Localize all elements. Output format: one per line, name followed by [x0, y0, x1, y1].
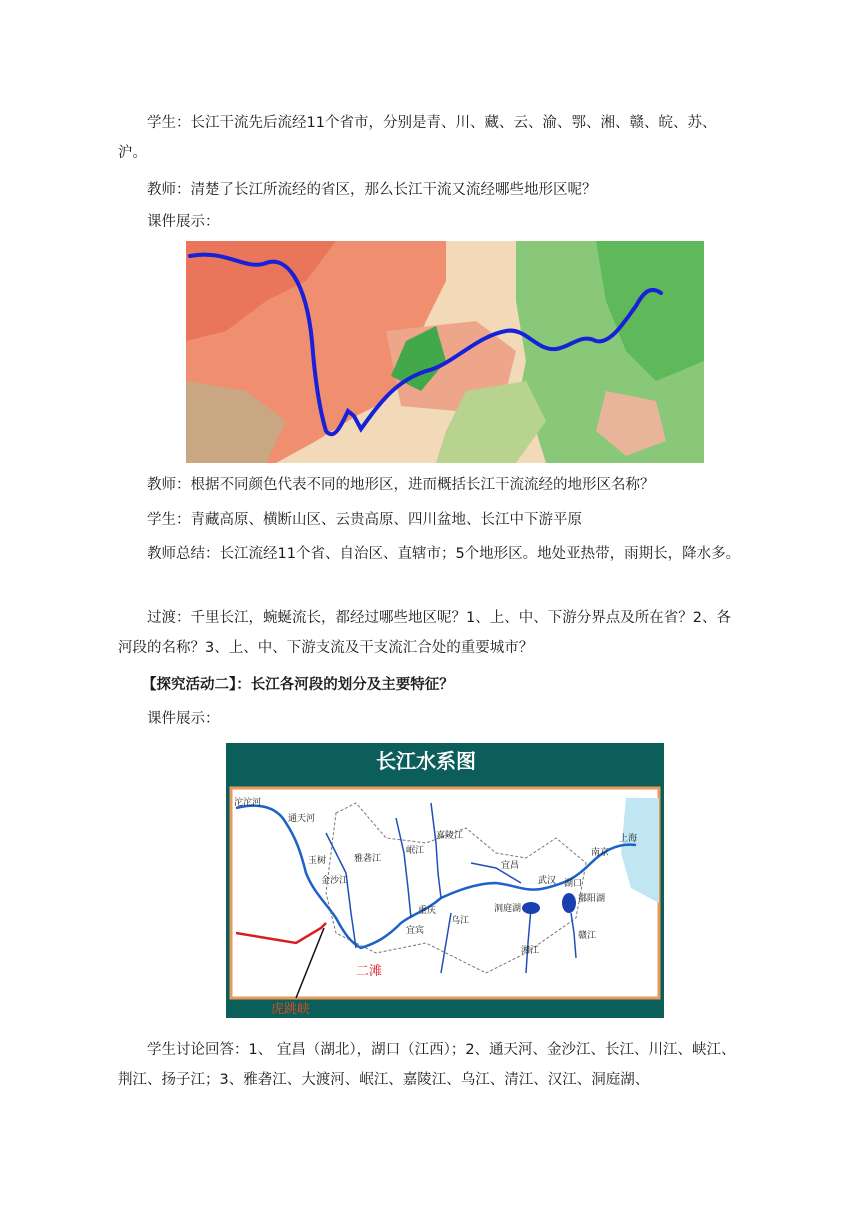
svg-text:宜宾: 宜宾 [406, 926, 425, 936]
svg-text:岷江: 岷江 [406, 846, 425, 856]
paragraph-7: 过渡：千里长江，蜿蜒流长，都经过哪些地区呢？1、上、中、下游分界点及所在省？2、各河段的名称？3、上、中、下游支流及干支流汇合处的重要城市？ [118, 610, 731, 656]
paragraph-4: 教师：根据不同颜色代表不同的地形区，进而概括长江干流流经的地形区名称？ [147, 477, 655, 493]
paragraph-8: 【探究活动二】：长江各河段的划分及主要特征？ [142, 677, 454, 693]
svg-text:沱沱河: 沱沱河 [234, 798, 262, 808]
svg-text:二滩: 二滩 [356, 964, 383, 979]
svg-text:乌江: 乌江 [451, 916, 470, 926]
paragraph-10: 学生讨论回答：1、 宜昌（湖北），湖口（江西）；2、通天河、金沙江、长江、川江、峡江、荆江、扬子江；3、雅砻江、大渡河、岷江、嘉陵江、乌江、清江、汉江、洞庭湖、 [118, 1042, 736, 1088]
paragraph-5: 学生：青藏高原、横断山区、云贵高原、四川盆地、长江中下游平原 [147, 512, 582, 528]
river-system-map [226, 743, 664, 1018]
svg-text:金沙江: 金沙江 [321, 876, 349, 886]
svg-text:雅砻江: 雅砻江 [354, 854, 382, 864]
svg-text:武汉: 武汉 [538, 876, 557, 886]
paragraph-2: 教师：清楚了长江所流经的省区，那么长江干流又流经哪些地形区呢？ [147, 182, 597, 198]
svg-text:湘江: 湘江 [521, 946, 540, 956]
svg-text:嘉陵江: 嘉陵江 [436, 831, 464, 841]
svg-text:通天河: 通天河 [288, 814, 316, 824]
svg-text:玉树: 玉树 [308, 856, 327, 866]
svg-text:赣江: 赣江 [578, 931, 597, 941]
svg-text:宜昌: 宜昌 [501, 861, 520, 871]
river-system-map-figure [226, 743, 664, 1018]
dongting-lake [522, 902, 540, 914]
map-title: 长江水系图 [376, 749, 476, 773]
svg-text:洞庭湖: 洞庭湖 [494, 904, 522, 914]
svg-text:上海: 上海 [619, 834, 638, 844]
terrain-map [186, 241, 704, 463]
paragraph-1: 学生：长江干流先后流经11个省市，分别是青、川、藏、云、渝、鄂、湘、赣、皖、苏、沪。 [118, 115, 717, 161]
terrain-map-figure [186, 241, 704, 463]
svg-text:鄱阳湖: 鄱阳湖 [578, 894, 606, 904]
paragraph-3: 课件展示： [147, 214, 220, 230]
paragraph-9: 课件展示： [147, 711, 220, 727]
svg-text:虎跳峡: 虎跳峡 [271, 1002, 311, 1017]
svg-text:重庆: 重庆 [418, 906, 437, 916]
svg-text:湖口: 湖口 [564, 879, 583, 889]
poyang-lake [562, 893, 576, 913]
svg-text:南京: 南京 [591, 848, 610, 858]
paragraph-6: 教师总结：长江流经11个省、自治区、直辖市；5个地形区。地处亚热带，雨期长，降水多。 [147, 546, 741, 562]
